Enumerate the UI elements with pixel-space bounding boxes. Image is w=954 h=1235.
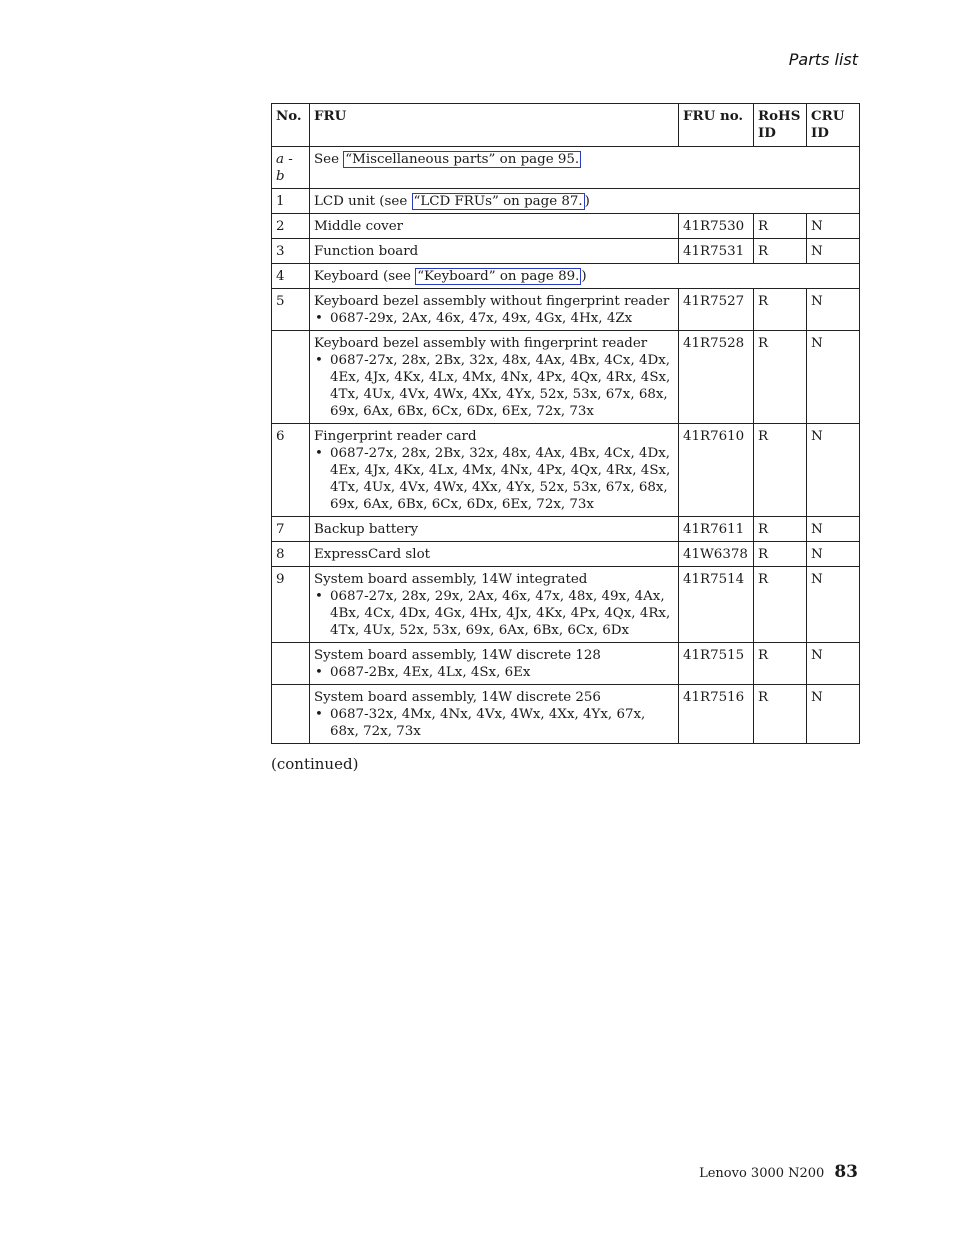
model-list — [314, 310, 674, 327]
fru-description: Middle cover — [310, 214, 679, 239]
rohs-id: R — [754, 289, 807, 331]
bullet-icon: • — [315, 311, 323, 326]
fru-text-end: ) — [581, 269, 587, 284]
fru-part-number: 41R7527 — [679, 289, 754, 331]
fru-cell — [310, 331, 679, 424]
row-number: 1 — [272, 189, 310, 214]
row-number: 5 — [272, 289, 310, 331]
table-row — [272, 542, 860, 567]
model-list — [314, 445, 674, 513]
table-row — [272, 239, 860, 264]
row-number: a - b — [272, 147, 310, 189]
cru-id: N — [807, 214, 860, 239]
fru-text: LCD unit (see — [314, 194, 412, 209]
row-number: 7 — [272, 517, 310, 542]
fru-description: Keyboard bezel assembly without fingerprint reader — [314, 294, 670, 309]
fru-cell — [310, 264, 860, 289]
model-list — [314, 352, 674, 420]
cru-id: N — [807, 331, 860, 424]
rohs-id: R — [754, 424, 807, 517]
table-row — [272, 567, 860, 643]
model-numbers: 0687-29x, 2Ax, 46x, 47x, 49x, 4Gx, 4Hx, 4Zx — [330, 311, 633, 326]
fru-description: System board assembly, 14W discrete 256 — [314, 690, 601, 705]
row-number: 9 — [272, 567, 310, 643]
fru-cell — [310, 289, 679, 331]
cru-id: N — [807, 567, 860, 643]
table-row — [272, 189, 860, 214]
rohs-id: R — [754, 214, 807, 239]
fru-part-number: 41R7515 — [679, 643, 754, 685]
bullet-icon: • — [315, 665, 323, 680]
fru-cell — [310, 147, 860, 189]
row-number: 6 — [272, 424, 310, 517]
fru-part-number: 41R7528 — [679, 331, 754, 424]
table-row — [272, 289, 860, 331]
column-header-cru-id: CRU ID — [807, 104, 860, 147]
fru-part-number: 41R7514 — [679, 567, 754, 643]
running-head-title: Parts list — [788, 50, 858, 69]
table-row — [272, 685, 860, 744]
row-number: 8 — [272, 542, 310, 567]
rohs-id: R — [754, 517, 807, 542]
cru-id: N — [807, 542, 860, 567]
fru-part-number: 41W6378 — [679, 542, 754, 567]
model-list — [314, 664, 674, 681]
row-number — [272, 331, 310, 424]
fru-description: Function board — [310, 239, 679, 264]
rohs-id: R — [754, 239, 807, 264]
model-numbers: 0687-32x, 4Mx, 4Nx, 4Vx, 4Wx, 4Xx, 4Yx, 67x, 68x, 72x, 73x — [330, 707, 646, 739]
table-row — [272, 264, 860, 289]
fru-part-number: 41R7611 — [679, 517, 754, 542]
cru-id: N — [807, 517, 860, 542]
cru-id: N — [807, 643, 860, 685]
fru-text: See — [314, 152, 344, 167]
rohs-id: R — [754, 685, 807, 744]
table-row — [272, 214, 860, 239]
page-footer — [699, 1162, 858, 1182]
model-numbers: 0687-27x, 28x, 2Bx, 32x, 48x, 4Ax, 4Bx, 4Cx, 4Dx, 4Ex, 4Jx, 4Kx, 4Lx, 4Mx, 4Nx, 4Px, 4Qx, 4Rx, 4Sx, 4Tx, 4Ux, 4Vx, 4Wx, 4Xx, 4Yx, 52x, 53x, 67x, 68x, 69x, 6Ax, 6Bx, 6Cx, 6Dx, 6Ex, 72x, 73x — [330, 446, 671, 512]
column-header-fru: FRU — [310, 104, 679, 147]
column-header-fru-no: FRU no. — [679, 104, 754, 147]
fru-description: ExpressCard slot — [310, 542, 679, 567]
bullet-icon: • — [315, 353, 323, 368]
parts-table — [271, 103, 860, 744]
cross-reference-link[interactable]: “LCD FRUs” on page 87. — [413, 194, 583, 209]
row-number — [272, 643, 310, 685]
bullet-icon: • — [315, 589, 323, 604]
model-list — [314, 588, 674, 639]
fru-part-number: 41R7531 — [679, 239, 754, 264]
cru-id: N — [807, 685, 860, 744]
fru-part-number: 41R7530 — [679, 214, 754, 239]
model-numbers: 0687-27x, 28x, 2Bx, 32x, 48x, 4Ax, 4Bx, 4Cx, 4Dx, 4Ex, 4Jx, 4Kx, 4Lx, 4Mx, 4Nx, 4Px, 4Qx, 4Rx, 4Sx, 4Tx, 4Ux, 4Vx, 4Wx, 4Xx, 4Yx, 52x, 53x, 67x, 68x, 69x, 6Ax, 6Bx, 6Cx, 6Dx, 6Ex, 72x, 73x — [330, 353, 671, 419]
table-header-row — [272, 104, 860, 147]
model-numbers: 0687-27x, 28x, 29x, 2Ax, 46x, 47x, 48x, 49x, 4Ax, 4Bx, 4Cx, 4Dx, 4Gx, 4Hx, 4Jx, 4Kx, 4Px, 4Qx, 4Rx, 4Tx, 4Ux, 52x, 53x, 69x, 6Ax, 6Bx, 6Cx, 6Dx — [330, 589, 671, 638]
row-number: 3 — [272, 239, 310, 264]
rohs-id: R — [754, 567, 807, 643]
column-header-no: No. — [272, 104, 310, 147]
column-header-rohs-id: RoHS ID — [754, 104, 807, 147]
fru-description: Keyboard bezel assembly with fingerprint reader — [314, 336, 648, 351]
table-row — [272, 424, 860, 517]
cru-id: N — [807, 239, 860, 264]
bullet-icon: • — [315, 707, 323, 722]
fru-description: Backup battery — [310, 517, 679, 542]
fru-description: System board assembly, 14W integrated — [314, 572, 588, 587]
fru-part-number: 41R7516 — [679, 685, 754, 744]
page-number: 83 — [834, 1162, 858, 1182]
cru-id: N — [807, 424, 860, 517]
rohs-id: R — [754, 331, 807, 424]
row-number: 2 — [272, 214, 310, 239]
continued-note: (continued) — [271, 755, 359, 773]
model-list — [314, 706, 674, 740]
cru-id: N — [807, 289, 860, 331]
table-row — [272, 331, 860, 424]
fru-text-end: ) — [584, 194, 590, 209]
rohs-id: R — [754, 643, 807, 685]
bullet-icon: • — [315, 446, 323, 461]
fru-cell — [310, 567, 679, 643]
cross-reference-link[interactable]: “Miscellaneous parts” on page 95. — [345, 152, 580, 167]
rohs-id: R — [754, 542, 807, 567]
table-row — [272, 643, 860, 685]
row-number: 4 — [272, 264, 310, 289]
table-row — [272, 147, 860, 189]
fru-part-number: 41R7610 — [679, 424, 754, 517]
fru-cell — [310, 424, 679, 517]
cross-reference-link[interactable]: “Keyboard” on page 89. — [417, 269, 580, 284]
fru-cell — [310, 643, 679, 685]
fru-cell — [310, 685, 679, 744]
fru-description: Fingerprint reader card — [314, 429, 477, 444]
model-numbers: 0687-2Bx, 4Ex, 4Lx, 4Sx, 6Ex — [330, 665, 531, 680]
row-number — [272, 685, 310, 744]
table-row — [272, 517, 860, 542]
footer-book-title: Lenovo 3000 N200 — [699, 1166, 825, 1181]
fru-description: System board assembly, 14W discrete 128 — [314, 648, 601, 663]
fru-cell — [310, 189, 860, 214]
fru-text: Keyboard (see — [314, 269, 416, 284]
